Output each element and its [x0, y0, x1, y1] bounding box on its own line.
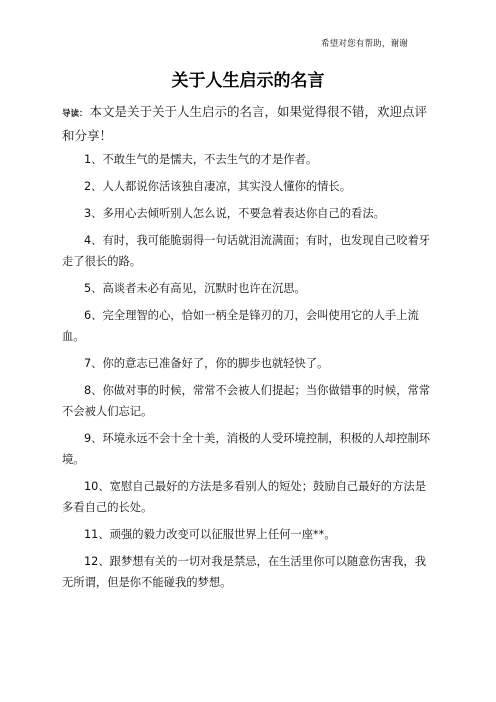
quote-item: 1、不敢生气的是懦夫，不去生气的才是作者。	[84, 153, 318, 166]
quote-item: 5、高谈者未必有高见，沉默时也许在沉思。	[84, 282, 306, 295]
quote-item: 10、宽慰自己最好的方法是多看别人的短处；鼓励自己最好的方法是多看自己的长处。	[62, 480, 426, 514]
quote-item: 2、人人都说你活该独自凄凉，其实没人懂你的情长。	[84, 180, 352, 193]
header-note: 希望对您有帮助，谢谢	[320, 39, 408, 49]
quote-item: 3、多用心去倾听别人怎么说，不要急着表达你自己的看法。	[84, 207, 385, 220]
quote-item: 6、完全理智的心，恰如一柄全是锋刃的刀，会叫使用它的人手上流血。	[62, 309, 419, 343]
quote-item: 11、顽强的毅力改变可以征服世界上任何一座**。	[84, 528, 336, 541]
intro-label: 导读：	[62, 109, 88, 119]
page-title: 关于人生启示的名言	[171, 71, 325, 91]
intro-paragraph	[62, 101, 434, 147]
quote-item: 7、你的意志已准备好了，你的脚步也就轻快了。	[84, 357, 329, 370]
quote-item: 9、环境永远不会十全十美，消极的人受环境控制，积极的人却控制环境。	[62, 432, 431, 466]
quote-item: 4、有时，我可能脆弱得一句话就泪流满面；有时，也发现自己咬着牙走了很长的路。	[62, 234, 431, 268]
quote-item: 12、跟梦想有关的一切对我是禁忌，在生活里你可以随意伤害我，我无所谓，但是你不能碰我的梦想。	[62, 555, 426, 589]
quote-item: 8、你做对事的时候，常常不会被人们提起；当你做错事的时候，常常不会被人们忘记。	[62, 384, 431, 418]
intro-text: 本文是关于关于人生启示的名言，如果觉得很不错，欢迎点评和分享！	[62, 104, 428, 143]
quote-list	[62, 149, 434, 599]
